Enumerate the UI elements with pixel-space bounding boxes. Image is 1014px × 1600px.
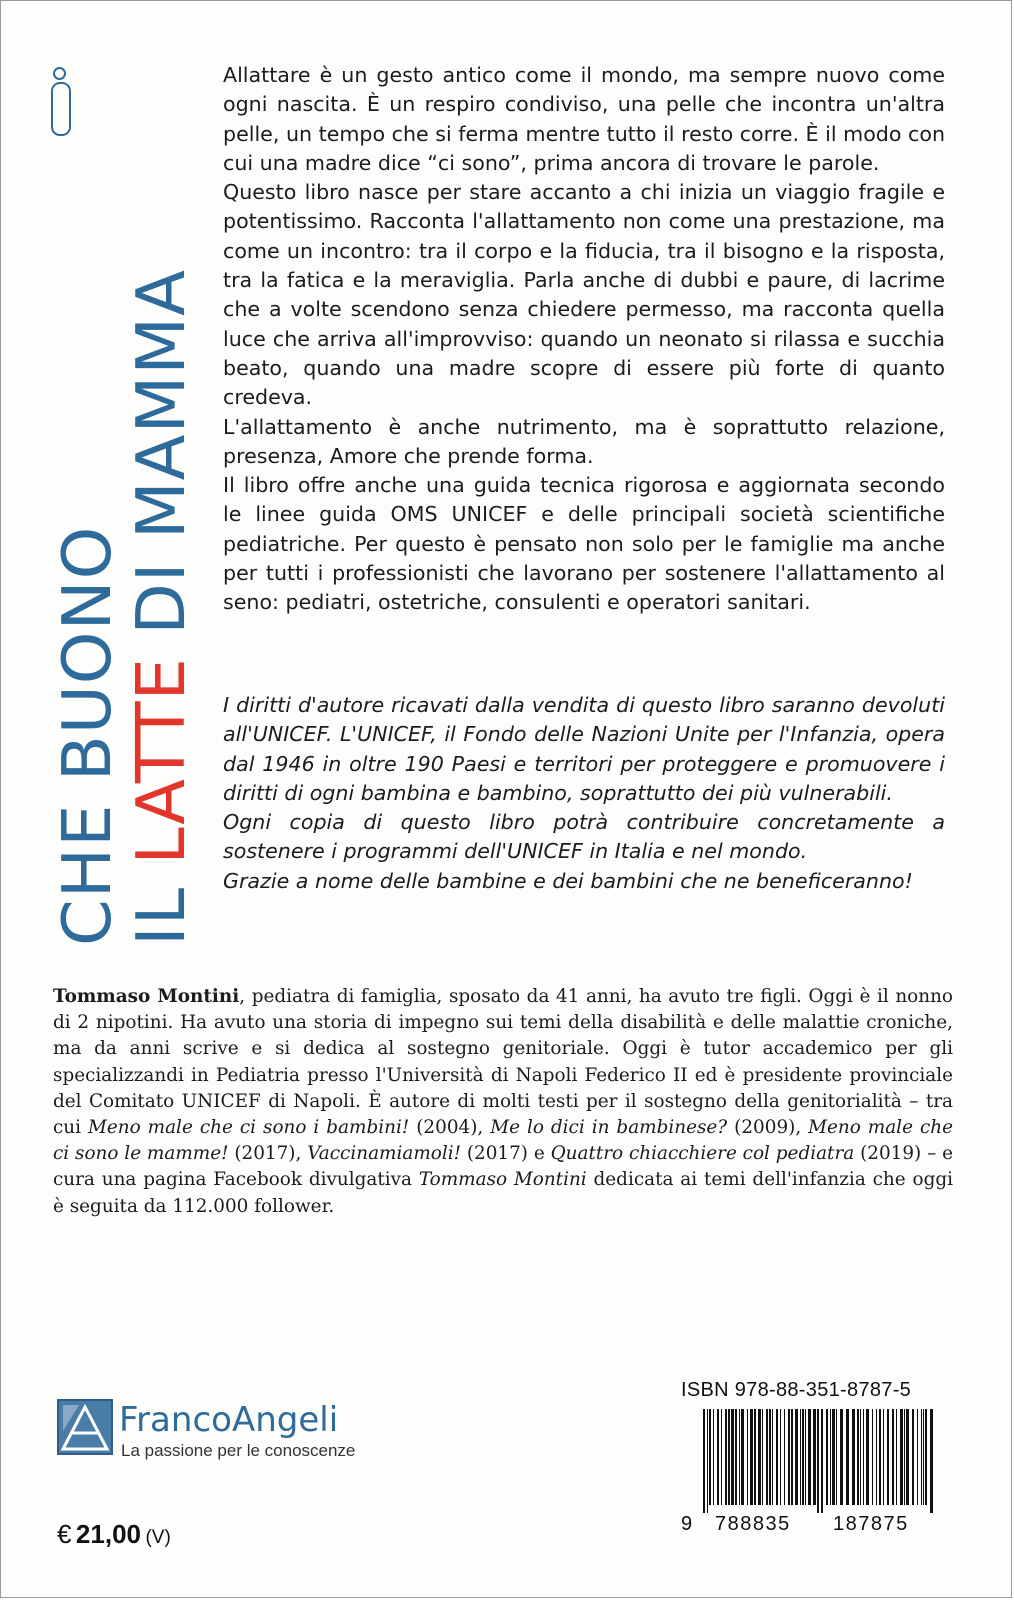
barcode-bar: [857, 1409, 859, 1505]
barcode-bar: [860, 1409, 861, 1505]
barcode-bar: [769, 1409, 771, 1505]
book-title: Quattro chiacchiere col pediatra: [550, 1143, 855, 1165]
barcode-bar: [866, 1409, 869, 1505]
barcode-bar: [840, 1409, 843, 1505]
barcode-bar: [795, 1409, 798, 1505]
barcode-bar: [776, 1409, 778, 1505]
barcode-bar: [917, 1409, 918, 1505]
barcode-bar: [830, 1409, 831, 1505]
title-line-2: [123, 269, 199, 946]
barcode-bar: [921, 1409, 922, 1505]
publisher-tagline: La passione per le conoscenze: [121, 1441, 356, 1460]
bio-text: dedicata ai temi dell'infanzia che oggi è seguita da 112.000 follower.: [53, 1169, 953, 1217]
barcode-bar: [709, 1409, 711, 1505]
barcode-bar: [863, 1409, 864, 1505]
barcode-bar: [900, 1409, 903, 1505]
unicef-note: [223, 691, 945, 896]
title-ornament-dot: [53, 67, 66, 80]
price-amount: 21,00: [75, 1519, 141, 1549]
barcode-bar: [735, 1409, 737, 1505]
barcode-bar: [758, 1409, 761, 1505]
author-name: Tommaso Montini: [53, 986, 240, 1007]
currency-symbol: €: [57, 1519, 72, 1549]
barcode-bar: [772, 1409, 773, 1505]
title-ornament: [51, 82, 71, 136]
isbn-barcode: [701, 1409, 937, 1513]
barcode-bar: [832, 1409, 835, 1505]
barcode-bar: [846, 1409, 849, 1505]
vertical-book-title: [49, 66, 199, 946]
book-title: Meno male che ci sono le mamme!: [53, 1117, 953, 1165]
barcode-bar: [892, 1409, 894, 1505]
author-bio: [53, 984, 953, 1220]
barcode-bar: [821, 1409, 823, 1513]
bio-text: (2009),: [727, 1117, 809, 1139]
barcode-bar: [741, 1409, 744, 1505]
barcode-bar: [780, 1409, 781, 1505]
barcode-bar: [925, 1409, 927, 1505]
barcode-bar: [754, 1409, 756, 1505]
book-title: Me lo dici in bambinese?: [490, 1117, 728, 1139]
barcode-bar: [836, 1409, 837, 1505]
barcode-bar: [703, 1409, 705, 1513]
barcode-bar: [731, 1409, 734, 1505]
title-line-1: CHE BUONO: [48, 525, 126, 946]
publisher-logo-icon: [57, 1399, 113, 1455]
book-title: Meno male che ci sono i bambini!: [88, 1117, 410, 1139]
barcode-digits-right: 187875: [833, 1513, 909, 1535]
bio-text: (2019) – e cura una pagina Facebook divulgativa: [53, 1143, 953, 1191]
barcode-bar: [784, 1409, 785, 1505]
barcode-bar: [852, 1409, 855, 1505]
barcode-bar: [813, 1409, 816, 1505]
title-di-mamma: DI MAMMA: [122, 269, 200, 658]
barcode-bar: [802, 1409, 804, 1505]
barcode-bar: [747, 1409, 748, 1505]
barcode-bar: [912, 1409, 914, 1505]
publisher-name: FrancoAngeli: [119, 1400, 339, 1440]
barcode-bar: [808, 1409, 811, 1505]
unicef-paragraph-2: Ogni copia di questo libro potrà contribuire concretamente a sostenere i programmi dell'UNICEF in Italia e nel mondo.: [223, 810, 945, 864]
barcode-bar: [879, 1409, 881, 1505]
bio-text: (2004),: [409, 1117, 491, 1139]
barcode-bar: [923, 1409, 924, 1505]
bio-text: , pediatra di famiglia, sposato da 41 anni, ha avuto tre figli. Oggi è il nonno di 2 nipotini. Ha avuto una storia di impegno sui temi della disabilità e delle malattie croniche, ma da anni scrive e si dedica al sostegno genitoriale. Oggi è tutor accademico per gli specializzandi in Pediatria presso l'Università di Napoli Federico II ed è presidente provinciale del Comitato UNICEF di Napoli. È autore di molti testi per il sostegno della genitorialità – tra cui: [53, 986, 953, 1139]
barcode-bar: [930, 1409, 933, 1513]
blurb-paragraph-4: Il libro offre anche una guida tecnica rigorosa e aggiornata secondo le linee guida OMS UNICEF e delle principali società scientifiche pediatriche. Per questo è pensato non solo per le famiglie ma anche per tutti i professionisti che lavorano per sostenere l'allattamento al seno: pediatri, ostetriche, consulenti e operatori sanitari.: [223, 473, 945, 615]
barcode-bar: [876, 1409, 877, 1505]
barcode-bar: [817, 1409, 819, 1513]
facebook-page-name: Tommaso Montini: [418, 1169, 587, 1191]
barcode-bar: [904, 1409, 905, 1505]
bio-text: (2017),: [228, 1143, 308, 1165]
blurb-paragraph-2: Questo libro nasce per stare accanto a chi inizia un viaggio fragile e potentissimo. Racconta l'allattamento non come una prestazione, ma come un incontro: tra il corpo e la fiducia, tra il bisogno e la risposta, tra la fatica e la meraviglia. Parla anche di dubbi e paure, di lacrime che a volte scendono senza chiedere permesso, ma racconta quella luce che arriva all'improvviso: quando un neonato si rilassa e succhia beato, quando una madre scopre di essere più forte di quanto credeva.: [223, 180, 945, 410]
barcode-bar: [728, 1409, 730, 1505]
barcode-bar: [707, 1409, 708, 1513]
book-title: Vaccinamiamoli!: [307, 1143, 461, 1165]
barcode-bar: [800, 1409, 801, 1505]
barcode-bar: [766, 1409, 768, 1505]
barcode-bar: [713, 1409, 714, 1505]
title-il: IL: [122, 864, 200, 946]
bio-text: (2017) e: [460, 1143, 551, 1165]
barcode-digit-first: 9: [681, 1513, 694, 1535]
barcode-bar: [750, 1409, 753, 1505]
blurb-paragraph-3: L'allattamento è anche nutrimento, ma è soprattutto relazione, presenza, Amore che prende forma.: [223, 414, 945, 468]
barcode-bar: [788, 1409, 790, 1505]
barcode-bar: [826, 1409, 828, 1505]
barcode-bar: [791, 1409, 793, 1505]
unicef-paragraph-1: I diritti d'autore ricavati dalla vendita di questo libro saranno devoluti all'UNICEF. L'UNICEF, il Fondo delle Nazioni Unite per l'Infanzia, opera dal 1946 in oltre 190 Paesi e territori per proteggere e promuovere i diritti di ogni bambina e bambino, soprattutto dei più vulnerabili.: [223, 693, 945, 805]
barcode-bar: [883, 1409, 884, 1505]
vat-indicator: (V): [145, 1527, 171, 1548]
isbn-label: ISBN 978-88-351-8787-5: [681, 1379, 912, 1401]
barcode-bar: [739, 1409, 740, 1505]
price-label: [57, 1519, 171, 1550]
barcode-digits-left: 788835: [715, 1513, 791, 1535]
barcode-bar: [717, 1409, 719, 1505]
barcode-bar: [887, 1409, 889, 1505]
title-latte: LATTE: [122, 657, 200, 865]
barcode-bar: [725, 1409, 727, 1505]
barcode-bar: [805, 1409, 806, 1505]
barcode-bar: [896, 1409, 897, 1505]
barcode-bar: [906, 1409, 909, 1505]
barcode-bar: [872, 1409, 873, 1505]
blurb-paragraph-1: Allattare è un gesto antico come il mondo, ma sempre nuovo come ogni nascita. È un respiro condiviso, una pelle che incontra un'altra pelle, un tempo che si ferma mentre tutto il resto corre. È il modo con cui una madre dice “ci sono”, prima ancora di trovare le parole.: [223, 63, 945, 175]
unicef-paragraph-3: Grazie a nome delle bambine e dei bambini che ne beneficeranno!: [223, 868, 913, 893]
barcode-bar: [721, 1409, 722, 1505]
book-blurb: [223, 61, 945, 618]
barcode-bar: [762, 1409, 763, 1505]
